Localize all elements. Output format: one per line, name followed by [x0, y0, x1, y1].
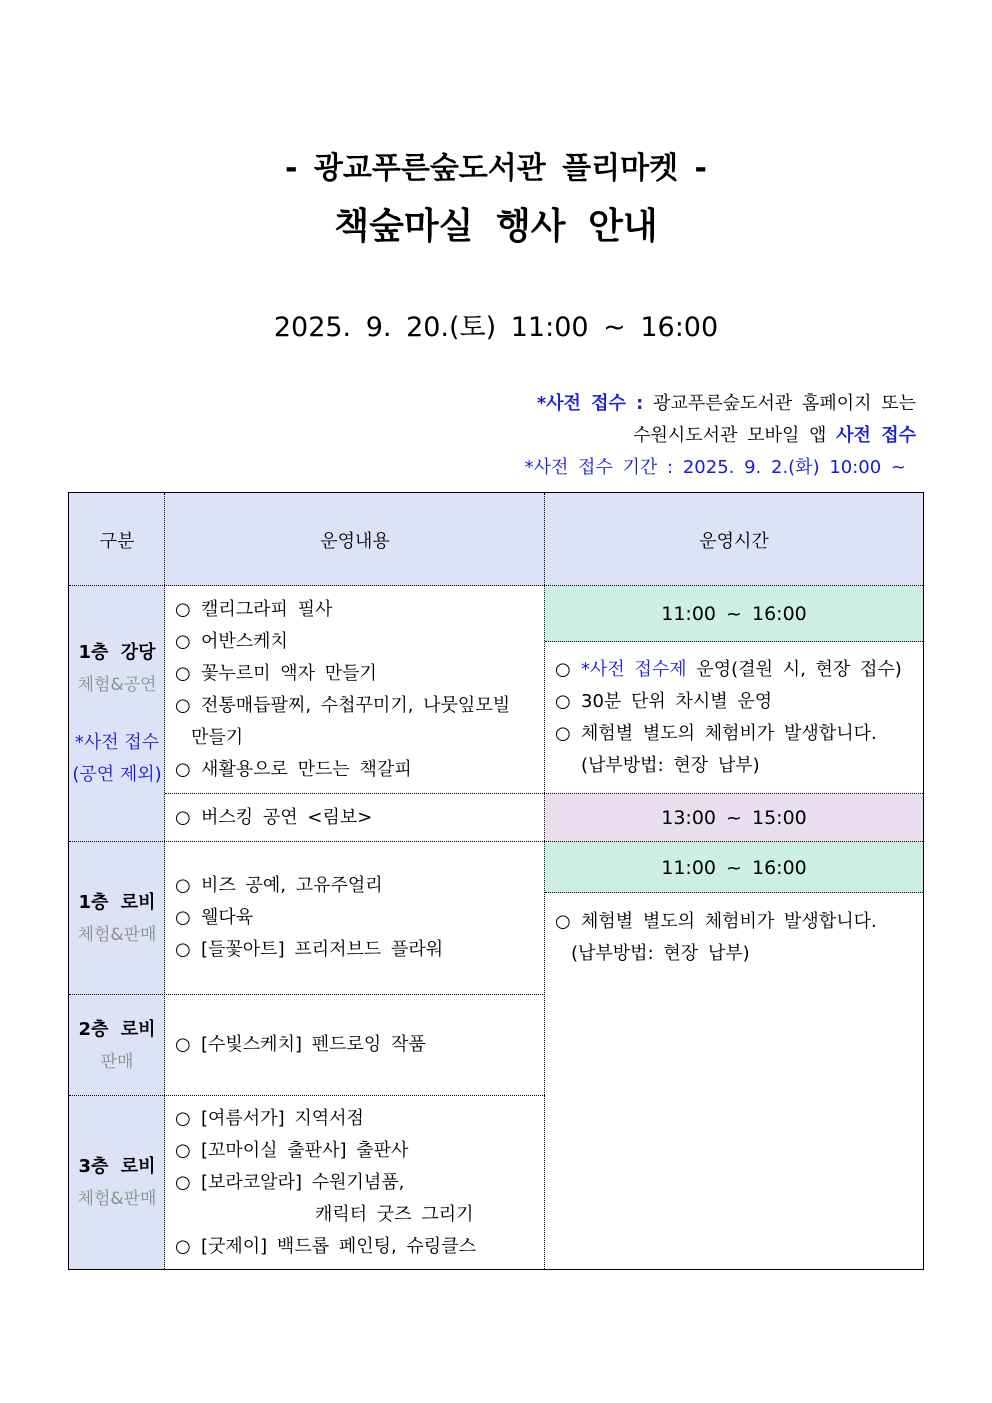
- category-label: 3층 로비: [78, 1155, 156, 1177]
- category-1f-lobby: [69, 842, 165, 995]
- row-divider: [69, 841, 923, 842]
- column-header-category: 구분: [69, 493, 165, 586]
- bullet-icon: ○: [175, 599, 191, 620]
- list-item-continuation: (납부방법: 현장 납부): [571, 943, 750, 964]
- bullet-icon: ○: [175, 939, 191, 960]
- list-item: ○ [굿제이] 백드롭 페인팅, 슈링클스: [175, 1231, 545, 1263]
- list-item-continuation: 만들기: [191, 727, 244, 748]
- bullet-icon: ○: [175, 1108, 191, 1129]
- list-item: ○ [수빛스케치] 펜드로잉 작품: [175, 1029, 545, 1061]
- content-2f-lobby: [165, 1029, 545, 1061]
- content-3f-lobby: [165, 1103, 545, 1263]
- bullet-icon: ○: [175, 663, 191, 684]
- list-item: ○ 어반스케치: [175, 626, 545, 658]
- bullet-icon: ○: [175, 1172, 191, 1193]
- bullet-icon: ○: [175, 631, 191, 652]
- category-sub-label: 판매: [100, 1051, 134, 1072]
- content-1f-auditorium: [165, 594, 545, 786]
- row-divider: [69, 585, 923, 586]
- category-label: 1층 강당: [78, 642, 156, 663]
- bullet-icon: ○: [175, 1140, 191, 1161]
- registration-label: *사전 접수 :: [536, 393, 644, 414]
- category-2f-lobby: [69, 995, 165, 1096]
- content-busking: [165, 802, 545, 834]
- row-divider: [69, 994, 545, 995]
- time-slot-1f-auditorium: 11:00 ~ 16:00: [545, 586, 923, 642]
- event-subtitle: - 광교푸른숲도서관 플리마켓 -: [285, 151, 707, 186]
- list-item: ○ [들꽃아트] 프리저브드 플라워: [175, 934, 545, 966]
- registration-app-text: 수원시도서관 모바일 앱: [633, 425, 837, 446]
- list-item: ○ 버스킹 공연 <림보>: [175, 802, 545, 834]
- registration-emphasis: 사전 접수: [836, 425, 916, 446]
- list-item: ○ 꽃누르미 액자 만들기: [175, 658, 545, 690]
- category-label: 2층 로비: [78, 1018, 156, 1040]
- category-3f-lobby: [69, 1096, 165, 1269]
- list-item: ○ 웰다육: [175, 902, 545, 934]
- category-note-exception: (공연 제외): [72, 764, 162, 785]
- row-divider: [545, 641, 923, 642]
- list-item: ○ [꼬마이실 출판사] 출판사: [175, 1135, 545, 1167]
- list-item: ○ 새활용으로 만드는 책갈피: [175, 754, 545, 786]
- list-item: ○ *사전 접수제 운영(결원 시, 현장 접수): [555, 654, 923, 686]
- registration-period: *사전 접수 기간 : 2025. 9. 2.(화) 10:00 ~: [524, 457, 906, 478]
- bullet-icon: ○: [555, 659, 571, 680]
- page-title: 책숲마실 행사 안내: [334, 206, 658, 247]
- bullet-icon: ○: [175, 875, 191, 896]
- list-item: ○ 체험별 별도의 체험비가 발생합니다.: [555, 906, 923, 938]
- bullet-icon: ○: [175, 1034, 191, 1055]
- category-sub-label: 체험&공연: [77, 675, 157, 695]
- row-divider: [165, 793, 923, 794]
- bullet-icon: ○: [175, 695, 191, 716]
- event-schedule-table: [68, 492, 924, 1270]
- list-item: ○ 캘리그라피 필사: [175, 594, 545, 626]
- time-notes-1f-auditorium: [545, 654, 923, 782]
- list-item: ○ [여름서가] 지역서점: [175, 1103, 545, 1135]
- category-1f-auditorium: [69, 586, 165, 842]
- category-sub-label: 체험&판매: [77, 924, 157, 945]
- list-item: ○ 비즈 공예, 고유주얼리: [175, 870, 545, 902]
- column-divider: [164, 493, 165, 1269]
- bullet-icon: ○: [175, 1236, 191, 1257]
- registration-text: 광교푸른숲도서관 홈페이지 또는: [643, 393, 916, 414]
- time-slot-lobby: 11:00 ~ 16:00: [545, 842, 923, 893]
- category-sub-label: 체험&판매: [77, 1188, 157, 1209]
- row-divider: [69, 1095, 545, 1096]
- bullet-icon: ○: [555, 723, 571, 744]
- registration-notice-line1: [537, 389, 916, 415]
- bullet-icon: ○: [175, 907, 191, 928]
- category-note: *사전 접수: [74, 732, 160, 753]
- column-header-content: 운영내용: [165, 493, 545, 586]
- column-divider: [544, 493, 545, 1269]
- row-divider: [545, 892, 923, 893]
- list-item-continuation: 캐릭터 굿즈 그리기: [315, 1204, 474, 1225]
- time-notes-lobby: [545, 906, 923, 970]
- bullet-icon: ○: [175, 807, 191, 828]
- time-slot-busking: 13:00 ~ 15:00: [545, 794, 923, 842]
- event-datetime: 2025. 9. 20.(토) 11:00 ~ 16:00: [273, 312, 719, 343]
- bullet-icon: ○: [175, 759, 191, 780]
- bullet-icon: ○: [555, 691, 571, 712]
- bullet-icon: ○: [555, 911, 571, 932]
- registration-notice-line2: [633, 421, 916, 447]
- category-label: 1층 로비: [78, 891, 156, 913]
- content-1f-lobby: [165, 870, 545, 966]
- list-item: ○ 30분 단위 차시별 운영: [555, 686, 923, 718]
- list-item: ○ [보라코알라] 수원기념품,: [175, 1167, 545, 1199]
- list-item-continuation: (납부방법: 현장 납부): [581, 755, 760, 776]
- list-item: ○ 전통매듭팔찌, 수첩꾸미기, 나뭇잎모빌: [175, 690, 545, 722]
- column-header-time: 운영시간: [545, 493, 923, 586]
- list-item: ○ 체험별 별도의 체험비가 발생합니다.: [555, 718, 923, 750]
